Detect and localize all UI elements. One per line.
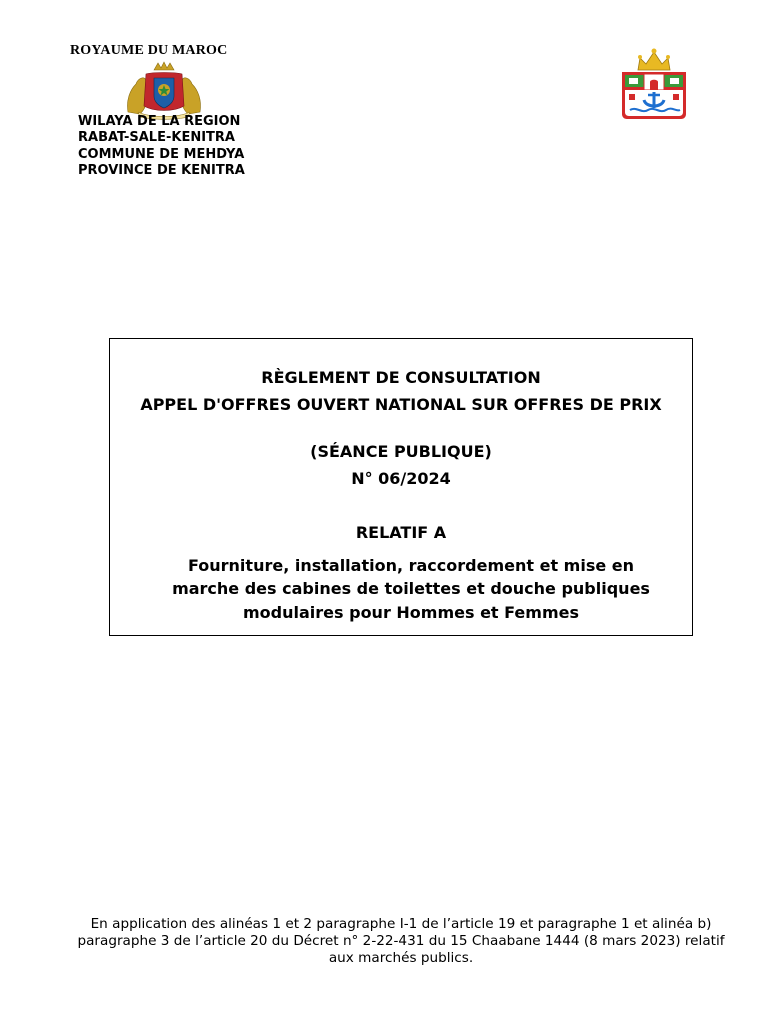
- header-line-commune: COMMUNE DE MEHDYA: [78, 146, 245, 162]
- title-relating-to: RELATIF A: [355, 523, 447, 542]
- commune-coat-of-arms-icon: [616, 44, 692, 120]
- title-regulation: RÈGLEMENT DE CONSULTATION: [261, 368, 541, 387]
- header-line-province: PROVINCE DE KENITRA: [78, 162, 245, 178]
- header-line-wilaya: WILAYA DE LA REGION: [78, 114, 241, 129]
- legal-reference-note: En application des alinéas 1 et 2 paragraphe I-1 de l’article 19 et paragraphe 1 et alinéa b) paragraphe 3 de l’article 20 du Décret n° 2-22-431 du 15 Chaabane 1444 (8 mars 2023) relatif aux marchés publics.: [77, 916, 725, 966]
- title-session: (SÉANCE PUBLIQUE): [310, 442, 492, 461]
- title-tender-type: APPEL D'OFFRES OUVERT NATIONAL SUR OFFRES DE PRIX: [140, 395, 662, 414]
- administrative-header: [78, 114, 245, 179]
- kingdom-name: ROYAUME DU MAROC: [70, 43, 228, 58]
- document-title-box: [109, 338, 693, 636]
- header-line-region: RABAT-SALE-KENITRA: [78, 130, 235, 146]
- moroccan-coat-of-arms-icon: [124, 60, 204, 120]
- title-subject: Fourniture, installation, raccordement et mise en marche des cabines de toilettes et douche publiques modulaires pour Hommes et Femmes: [172, 556, 650, 622]
- title-tender-number: N° 06/2024: [351, 469, 451, 488]
